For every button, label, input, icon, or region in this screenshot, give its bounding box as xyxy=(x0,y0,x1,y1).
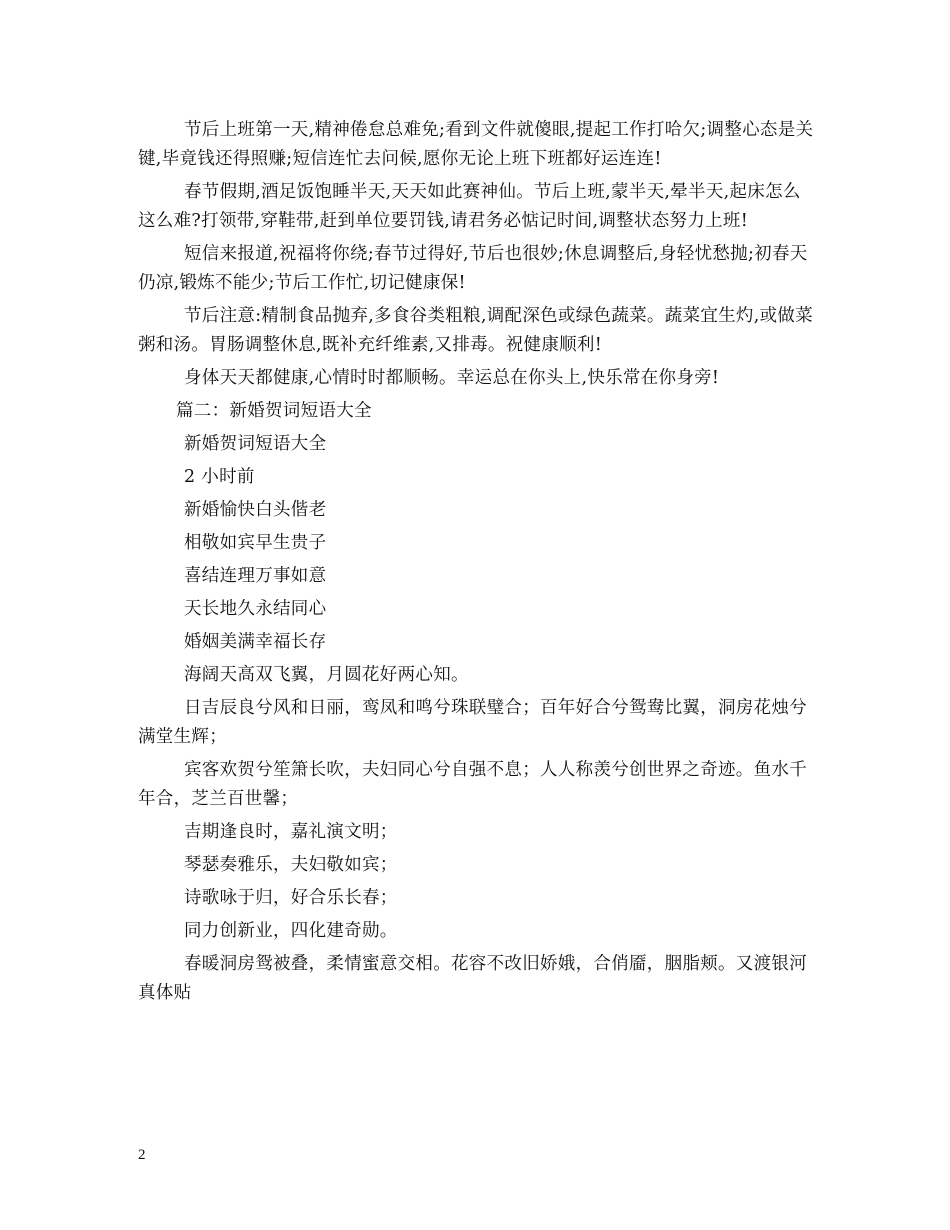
paragraph: 宾客欢贺兮笙箫长吹，夫妇同心兮自强不息；人人称羡兮创世界之奇迹。鱼水千年合，芝兰百世馨； xyxy=(138,760,807,809)
paragraph: 2 小时前 xyxy=(184,467,255,487)
paragraph: 喜结连理万事如意 xyxy=(184,566,327,586)
paragraph: 春暖洞房鸳被叠，柔情蜜意交相。花容不改旧娇娥，合俏靥，胭脂颊。又渡银河真体贴 xyxy=(138,954,807,1003)
paragraph: 新婚贺词短语大全 xyxy=(184,434,327,454)
paragraph: 海阔天高双飞翼，月圆花好两心知。 xyxy=(184,665,469,685)
page-number: 2 xyxy=(138,1147,146,1163)
paragraph: 琴瑟奏雅乐，夫妇敬如宾； xyxy=(184,855,398,875)
paragraph: 诗歌咏于归，好合乐长春； xyxy=(184,888,398,908)
paragraph: 日吉辰良兮风和日丽，鸾凤和鸣兮珠联璧合；百年好合兮鸳鸯比翼，洞房花烛兮满堂生辉； xyxy=(138,698,807,747)
paragraph: 吉期逢良时，嘉礼演文明； xyxy=(184,822,398,842)
paragraph: 短信来报道,祝福将你绕;春节过得好,节后也很妙;休息调整后,身轻忧愁抛;初春天仍凉,锻炼不能少;节后工作忙,切记健康保! xyxy=(138,244,808,293)
document-body xyxy=(138,116,818,1012)
paragraph: 新婚愉快白头偕老 xyxy=(184,500,327,520)
paragraph: 春节假期,酒足饭饱睡半天,天天如此赛神仙。节后上班,蒙半天,晕半天,起床怎么这么难?打领带,穿鞋带,赶到单位要罚钱,请君务必惦记时间,调整状态努力上班! xyxy=(138,182,801,231)
paragraph: 节后注意:精制食品抛弃,多食谷类粗粮,调配深色或绿色蔬菜。蔬菜宜生灼,或做菜粥和汤。胃肠调整休息,既补充纤维素,又排毒。祝健康顺利! xyxy=(138,306,813,355)
paragraph: 身体天天都健康,心情时时都顺畅。幸运总在你头上,快乐常在你身旁! xyxy=(184,368,720,388)
paragraph: 婚姻美满幸福长存 xyxy=(184,632,327,652)
paragraph: 同力创新业，四化建奇勋。 xyxy=(184,921,398,941)
section-heading: 篇二：新婚贺词短语大全 xyxy=(176,401,372,421)
paragraph: 相敬如宾早生贵子 xyxy=(184,533,327,553)
paragraph: 天长地久永结同心 xyxy=(184,599,327,619)
paragraph: 节后上班第一天,精神倦怠总难免;看到文件就傻眼,提起工作打哈欠;调整心态是关键,毕竟钱还得照赚;短信连忙去问候,愿你无论上班下班都好运连连! xyxy=(138,120,814,169)
